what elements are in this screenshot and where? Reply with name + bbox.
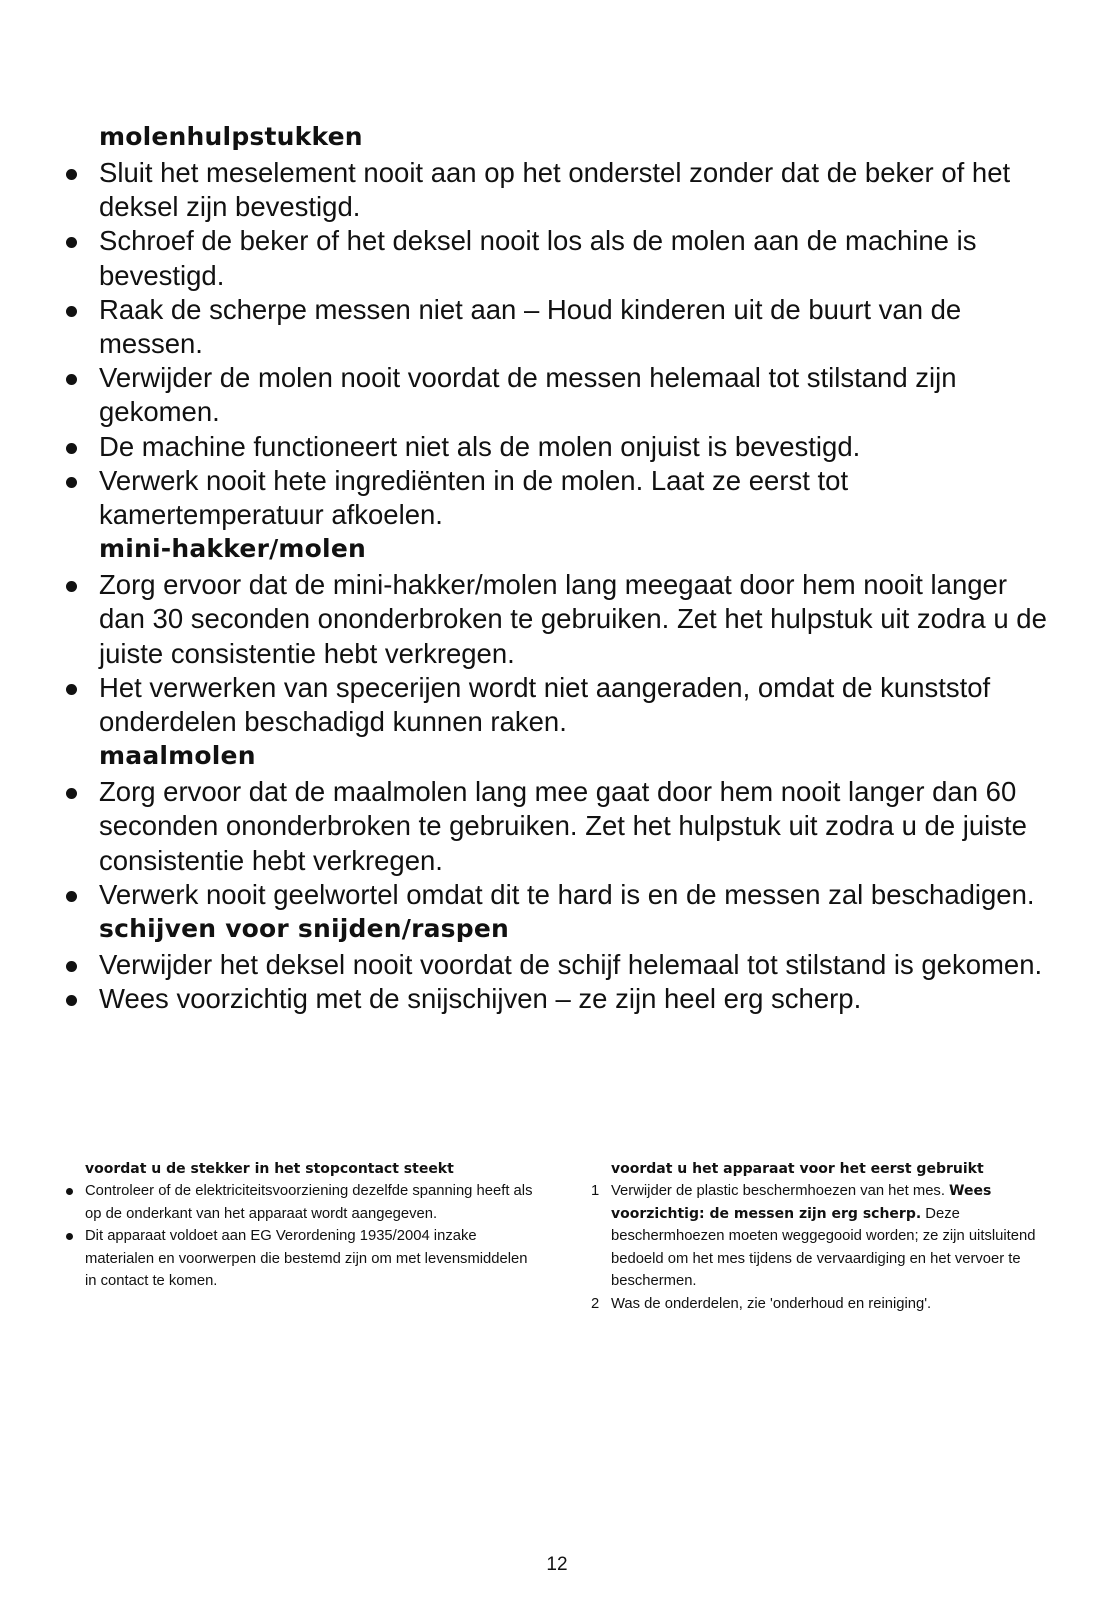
list-item bbox=[66, 878, 1056, 912]
bullet-icon bbox=[66, 443, 77, 454]
section-heading: schijven voor snijden/raspen bbox=[99, 914, 509, 944]
main-content bbox=[66, 120, 1056, 1016]
list-item-text: Het verwerken van specerijen wordt niet aangeraden, omdat de kunststof onderdelen beschadigd kunnen raken. bbox=[99, 671, 991, 738]
right-column-heading: voordat u het apparaat voor het eerst gebruikt bbox=[611, 1161, 984, 1177]
bullet-list bbox=[66, 1180, 536, 1293]
list-item-text: Verwijder de molen nooit voordat de messen helemaal tot stilstand zijn gekomen. bbox=[99, 362, 957, 428]
list-item bbox=[66, 361, 1056, 429]
list-item bbox=[66, 430, 1056, 464]
list-item-text: Wees voorzichtig met de snijschijven – ze zijn heel erg scherp. bbox=[99, 983, 862, 1015]
list-item bbox=[66, 156, 1056, 224]
bullet-icon bbox=[66, 374, 77, 385]
list-item bbox=[66, 671, 1056, 739]
list-item bbox=[66, 224, 1056, 292]
list-item bbox=[66, 982, 1056, 1016]
list-item-text: Controleer of de elektriciteitsvoorziening dezelfde spanning heeft als op de onderkant van het apparaat wordt aangegeven. bbox=[85, 1183, 533, 1222]
bullet-icon bbox=[66, 581, 77, 592]
list-item-text: Zorg ervoor dat de maalmolen lang mee gaat door hem nooit langer dan 60 seconden ononderbroken te gebruiken. Zet het hulpstuk uit zodra u de juiste consistentie hebt verkregen. bbox=[99, 776, 1027, 876]
bullet-icon bbox=[66, 891, 77, 902]
step-text: Was de onderdelen, zie 'onderhoud en reiniging'. bbox=[611, 1295, 932, 1312]
list-item-text: Zorg ervoor dat de mini-hakker/molen lang meegaat door hem nooit langer dan 30 seconden ononderbroken te gebruiken. Zet het hulpstuk uit zodra u de juiste consistentie hebt verkregen. bbox=[99, 569, 1047, 669]
bullet-list bbox=[66, 775, 1056, 912]
step-item bbox=[587, 1293, 1057, 1316]
bullet-icon bbox=[66, 477, 77, 488]
section-molenhulpstukken bbox=[66, 120, 1056, 532]
list-item bbox=[66, 1225, 536, 1293]
section-schijven bbox=[66, 912, 1056, 1016]
bullet-icon bbox=[66, 788, 77, 799]
page-number: 12 bbox=[546, 1554, 568, 1575]
list-item-text: Raak de scherpe messen niet aan – Houd kinderen uit de buurt van de messen. bbox=[99, 293, 962, 360]
bullet-icon bbox=[66, 306, 77, 317]
list-item-text: Schroef de beker of het deksel nooit los als de molen aan de machine is bevestigd. bbox=[99, 225, 977, 291]
section-heading: molenhulpstukken bbox=[99, 122, 363, 151]
step-number: 1 bbox=[591, 1183, 600, 1199]
bullet-list bbox=[66, 948, 1056, 1016]
bullet-icon bbox=[66, 995, 77, 1006]
list-item-text: Verwijder het deksel nooit voordat de schijf helemaal tot stilstand is gekomen. bbox=[99, 949, 1043, 981]
bullet-icon bbox=[66, 169, 77, 180]
step-text-after: Deze beschermhoezen moeten weggegooid worden; ze zijn uitsluitend bedoeld om het mes tijdens de vervaardiging en het vervoer te beschermen. bbox=[611, 1205, 1036, 1290]
list-item-text: Verwerk nooit hete ingrediënten in de molen. Laat ze eerst tot kamertemperatuur afkoelen. bbox=[99, 464, 849, 531]
bullet-list bbox=[66, 156, 1056, 532]
bullet-icon bbox=[66, 1233, 73, 1240]
step-item bbox=[587, 1180, 1057, 1293]
section-heading: maalmolen bbox=[99, 741, 256, 771]
section-mini-hakker bbox=[66, 532, 1056, 739]
bullet-icon bbox=[66, 684, 77, 695]
list-item bbox=[66, 775, 1056, 878]
list-item bbox=[66, 293, 1056, 361]
bullet-icon bbox=[66, 961, 77, 972]
list-item bbox=[66, 1180, 536, 1225]
list-item-text: De machine functioneert niet als de molen onjuist is bevestigd. bbox=[99, 430, 861, 462]
step-number: 2 bbox=[591, 1295, 600, 1312]
right-column bbox=[587, 1158, 1057, 1316]
bullet-list bbox=[66, 568, 1056, 739]
list-item-text: Dit apparaat voldoet aan EG Verordening 1935/2004 inzake materialen en voorwerpen die bestemd zijn om met levensmiddelen in contact te komen. bbox=[85, 1228, 528, 1290]
bullet-icon bbox=[66, 1188, 73, 1195]
left-column-heading: voordat u de stekker in het stopcontact steekt bbox=[85, 1161, 454, 1177]
list-item-text: Verwerk nooit geelwortel omdat dit te hard is en de messen zal beschadigen. bbox=[99, 878, 1035, 910]
list-item bbox=[66, 948, 1056, 982]
section-heading: mini-hakker/molen bbox=[99, 534, 366, 564]
bullet-icon bbox=[66, 237, 77, 248]
list-item bbox=[66, 568, 1056, 671]
step-warning: Wees voorzichtig: de messen zijn erg scherp. bbox=[611, 1183, 992, 1222]
numbered-list bbox=[587, 1180, 1057, 1316]
section-maalmolen bbox=[66, 739, 1056, 912]
list-item bbox=[66, 464, 1056, 532]
left-column bbox=[66, 1158, 536, 1293]
list-item-text: Sluit het meselement nooit aan op het onderstel zonder dat de beker of het deksel zijn bevestigd. bbox=[99, 157, 1011, 223]
step-text: Verwijder de plastic beschermhoezen van het mes. bbox=[611, 1183, 950, 1199]
